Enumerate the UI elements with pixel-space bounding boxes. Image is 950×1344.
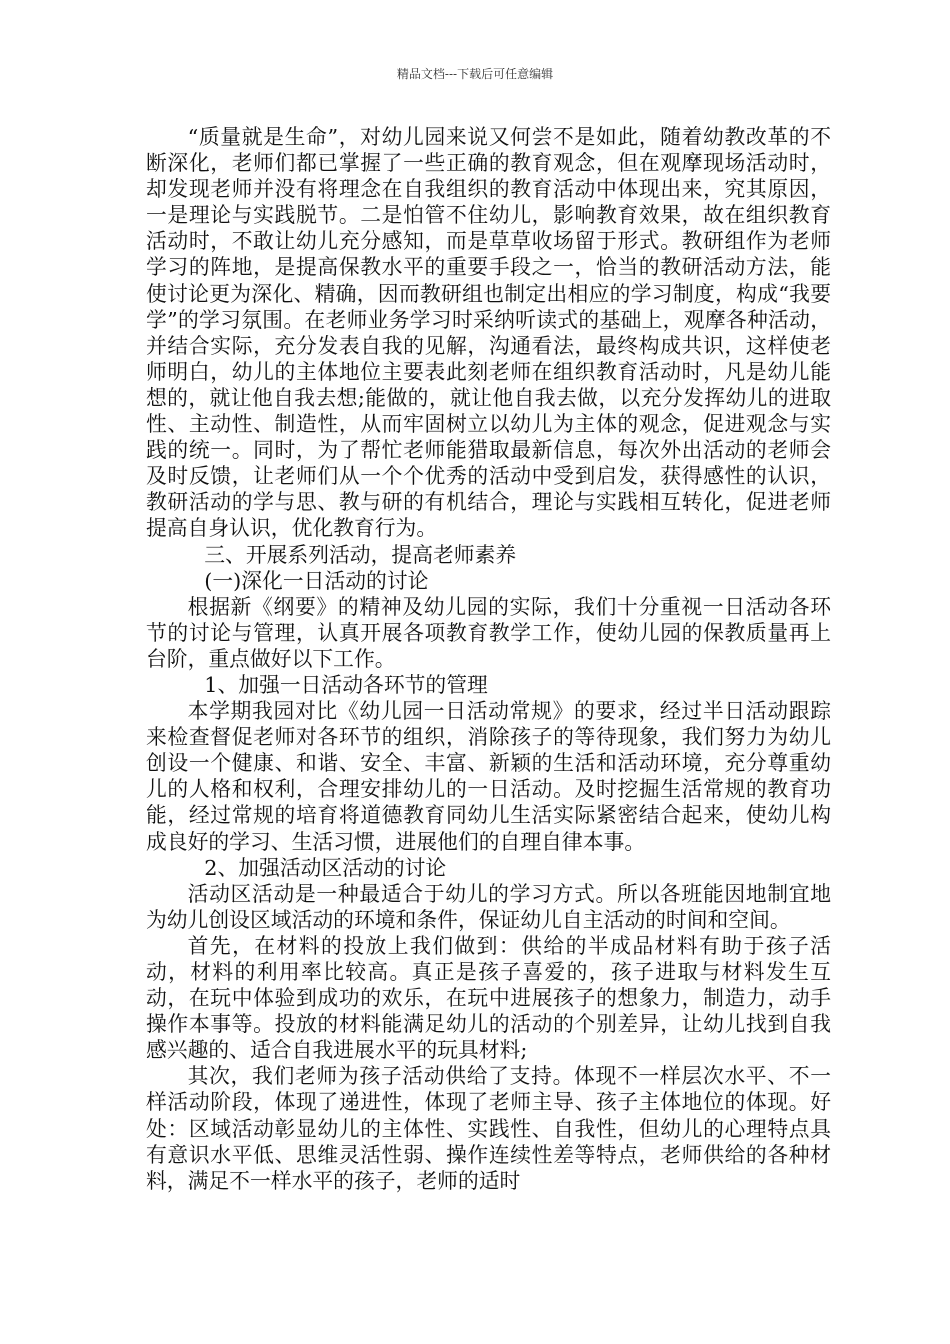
paragraph-activity-area: 活动区活动是一种最适合于幼儿的学习方式。所以各班能因地制宜地为幼儿创设区域活动的环境和条件，保证幼儿自主活动的时间和空间。 bbox=[146, 881, 831, 932]
subsection-heading-1: (一)深化一日活动的讨论 bbox=[204, 568, 429, 593]
section-heading-3: 三、开展系列活动，提高老师素养 bbox=[204, 542, 517, 567]
item-heading-1: 1、加强一日活动各环节的管理 bbox=[204, 672, 488, 697]
paragraph-first-materials: 首先，在材料的投放上我们做到：供给的半成品材料有助于孩子活动，材料的利用率比较高。真正是孩子喜爱的，孩子进取与材料发生互动，在玩中体验到成功的欢乐，在玩中进展孩子的想象力，制造力，动手操作本事等。投放的材料能满足幼儿的活动的个别差异，让幼儿找到自我感兴趣的、适合自我进展水平的玩具材料; bbox=[146, 933, 831, 1063]
item-heading-2: 2、加强活动区活动的讨论 bbox=[204, 855, 447, 880]
paragraph-second-support: 其次，我们老师为孩子活动供给了支持。体现不一样层次水平、不一样活动阶段，体现了递进性，体现了老师主导、孩子主体地位的体现。好处：区域活动彰显幼儿的主体性、实践性、自我性，但幼儿的心理特点具有意识水平低、思维灵活性弱、操作连续性差等特点，老师供给的各种材料，满足不一样水平的孩子，老师的适时 bbox=[146, 1064, 831, 1193]
paragraph-quality-is-life: “质量就是生命”，对幼儿园来说又何尝不是如此，随着幼教改革的不断深化，老师们都已掌握了一些正确的教育观念，但在观摩现场活动时，却发现老师并没有将理念在自我组织的教育活动中体现出来，究其原因，一是理论与实践脱节。二是怕管不住幼儿，影响教育效果，故在组织教育活动时，不敢让幼儿充分感知，而是草草收场留于形式。教研组作为老师学习的阵地，是提高保教水平的重要手段之一，恰当的教研活动方法，能使讨论更为深化、精确，因而教研组也制定出相应的学习制度，构成“我要学”的学习氛围。在老师业务学习时采纳听读式的基础上，观摩各种活动，并结合实际，充分发表自我的见解，沟通看法，最终构成共识，这样使老师明白，幼儿的主体地位主要表此刻老师在组织教育活动时，凡是幼儿能想的，就让他自我去想;能做的，就让他自我去做，以充分发挥幼儿的进取性、主动性、制造性，从而牢固树立以幼儿为主体的观念，促进观念与实践的统一。同时，为了帮忙老师能猎取最新信息，每次外出活动的老师会及时反馈，让老师们从一个个优秀的活动中受到启发，获得感性的认识，教研活动的学与思、教与研的有机结合，理论与实践相互转化，促进老师提高自身认识，优化教育行为。 bbox=[146, 125, 831, 541]
page-header: 精品文档---下载后可任意编辑 bbox=[396, 67, 554, 81]
paragraph-outline: 根据新《纲要》的精神及幼儿园的实际，我们十分重视一日活动各环节的讨论与管理，认真开展各项教育教学工作，使幼儿园的保教质量再上台阶，重点做好以下工作。 bbox=[146, 594, 831, 671]
paragraph-daily-routine: 本学期我园对比《幼儿园一日活动常规》的要求，经过半日活动跟踪来检查督促老师对各环节的组织，消除孩子的等待现象，我们努力为幼儿创设一个健康、和谐、安全、丰富、新颖的生活和活动环境，充分尊重幼儿的人格和权利，合理安排幼儿的一日活动。及时挖掘生活常规的教育功能，经过常规的培育将道德教育同幼儿生活实际紧密结合起来，使幼儿构成良好的学习、生活习惯，进展他们的自理自律本事。 bbox=[146, 699, 831, 854]
document-body bbox=[146, 124, 831, 1194]
